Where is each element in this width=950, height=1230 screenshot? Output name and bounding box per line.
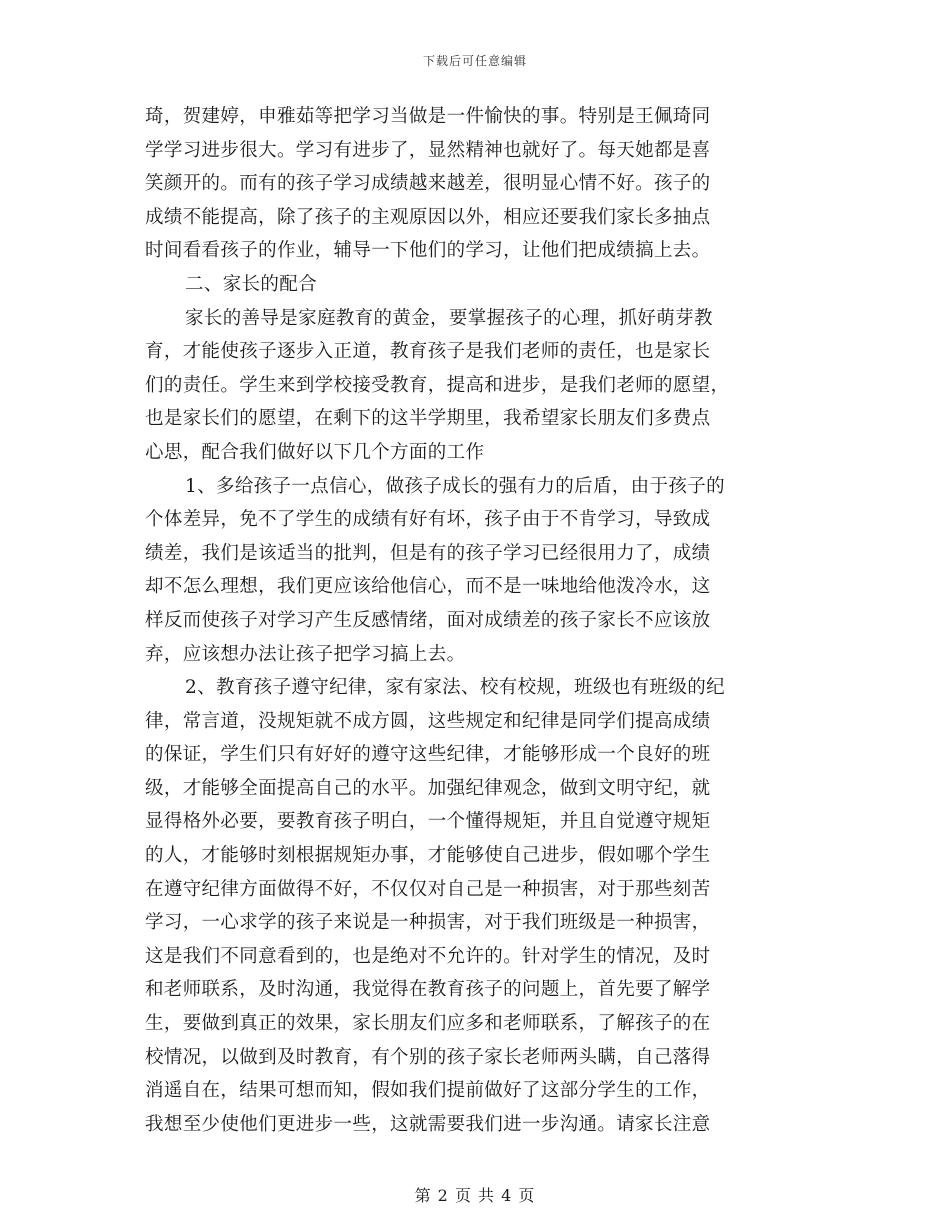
text-line: 个体差异，免不了学生的成绩有好有坏，孩子由于不肯学习，导致成 bbox=[145, 509, 711, 531]
text-line: 消遥自在，结果可想而知，假如我们提前做好了这部分学生的工作， bbox=[145, 1080, 711, 1102]
text-line: 却不怎么理想，我们更应该给他信心，而不是一味地给他泼冷水，这 bbox=[145, 576, 711, 598]
list-item-1-start-line: 1、多给孩子一点信心，做孩子成长的强有力的后盾，由于孩子的 bbox=[185, 475, 725, 497]
text-line: 的人，才能够时刻根据规矩办事，才能够使自己进步，假如哪个学生 bbox=[145, 845, 711, 867]
text-line: 学习，一心求学的孩子来说是一种损害，对于我们班级是一种损害， bbox=[145, 912, 711, 934]
text-line: 琦，贺建婷，申雅茹等把学习当做是一件愉快的事。特别是王佩琦同 bbox=[145, 106, 711, 127]
section-heading: 二、家长的配合 bbox=[185, 273, 317, 295]
text-line: 在遵守纪律方面做得不好，不仅仅对自己是一种损害，对于那些刻苦 bbox=[145, 878, 711, 900]
document-body bbox=[145, 100, 807, 1141]
text-line: 的保证，学生们只有好好的遵守这些纪律，才能够形成一个良好的班 bbox=[145, 744, 711, 766]
text-line: 笑颜开的。而有的孩子学习成绩越来越差，很明显心情不好。孩子的 bbox=[145, 173, 711, 195]
paragraph-start-line: 家长的善导是家庭教育的黄金，要掌握孩子的心理，抓好萌芽教 bbox=[185, 307, 713, 329]
text-line: 们的责任。学生来到学校接受教育，提高和进步，是我们老师的愿望， bbox=[145, 374, 730, 396]
text-line: 我想至少使他们更进步一些，这就需要我们进一步沟通。请家长注意 bbox=[145, 1113, 711, 1135]
text-line: 也是家长们的愿望，在剩下的这半学期里，我希望家长朋友们多费点 bbox=[145, 408, 711, 430]
text-line: 成绩不能提高，除了孩子的主观原因以外，相应还要我们家长多抽点 bbox=[145, 206, 711, 228]
text-line: 学学习进步很大。学习有进步了，显然精神也就好了。每天她都是喜 bbox=[145, 139, 711, 161]
text-line: 和老师联系，及时沟通，我觉得在教育孩子的问题上，首先要了解学 bbox=[145, 979, 711, 1001]
text-line: 校情况，以做到及时教育，有个别的孩子家长老师两头瞒，自己落得 bbox=[145, 1046, 711, 1068]
text-line: 育，才能使孩子逐步入正道，教育孩子是我们老师的责任，也是家长 bbox=[145, 341, 711, 363]
text-line: 显得格外必要，要教育孩子明白，一个懂得规矩，并且自觉遵守规矩 bbox=[145, 811, 711, 833]
text-line: 律，常言道，没规矩就不成方圆，这些规定和纪律是同学们提高成绩 bbox=[145, 710, 711, 732]
text-line: 样反而使孩子对学习产生反感情绪，面对成绩差的孩子家长不应该放 bbox=[145, 609, 711, 631]
page-header-note: 下载后可任意编辑 bbox=[422, 54, 527, 68]
text-line: 弃，应该想办法让孩子把学习搞上去。 bbox=[145, 643, 466, 665]
text-line: 级，才能够全面提高自己的水平。加强纪律观念，做到文明守纪，就 bbox=[145, 777, 711, 799]
text-line: 生，要做到真正的效果，家长朋友们应多和老师联系，了解孩子的在 bbox=[145, 1013, 711, 1035]
text-line: 这是我们不同意看到的，也是绝对不允许的。针对学生的情况，及时 bbox=[145, 945, 711, 967]
text-line: 时间看看孩子的作业，辅导一下他们的学习，让他们把成绩搞上去。 bbox=[145, 240, 711, 262]
list-item-2-start-line: 2、教育孩子遵守纪律，家有家法、校有校规，班级也有班级的纪 bbox=[185, 677, 725, 699]
text-line: 心思，配合我们做好以下几个方面的工作 bbox=[145, 441, 485, 463]
text-line: 绩差，我们是该适当的批判，但是有的孩子学习已经很用力了，成绩 bbox=[145, 542, 711, 564]
page-number-footer: 第 2 页 共 4 页 bbox=[414, 1186, 536, 1205]
